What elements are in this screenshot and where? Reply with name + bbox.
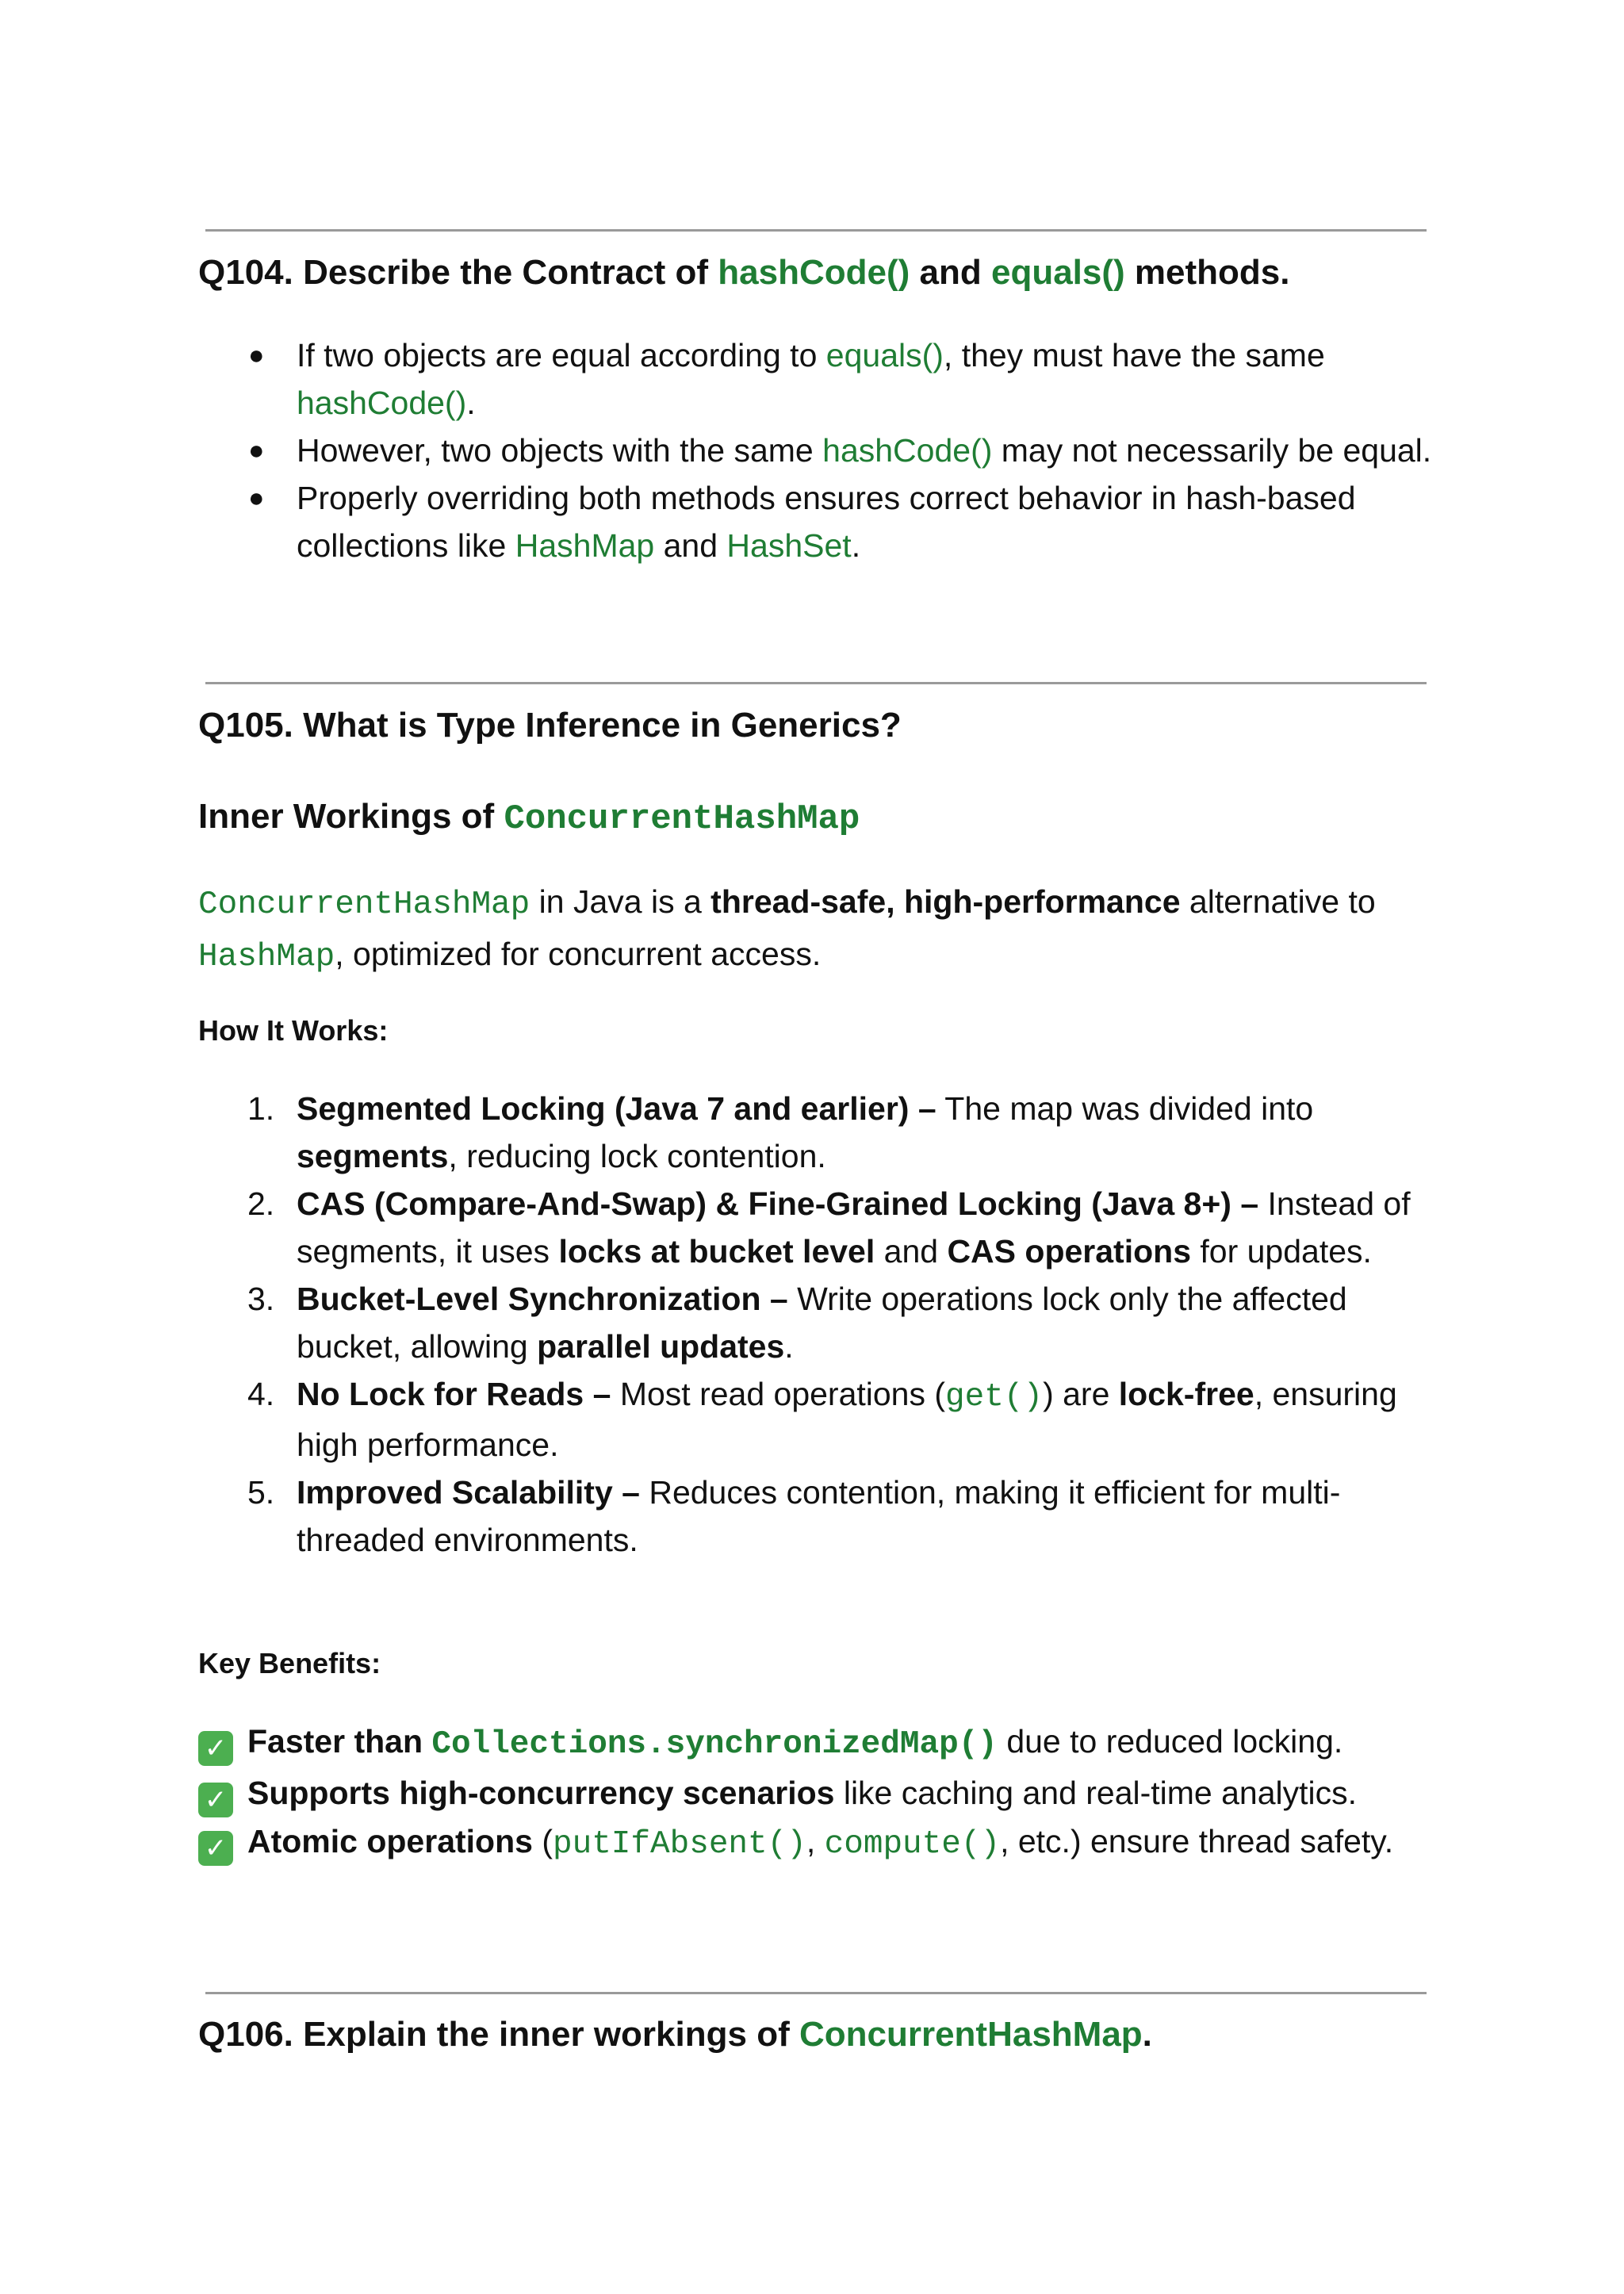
divider [205, 1992, 1427, 1994]
check-mark-icon: ✓ [198, 1831, 233, 1866]
q104-bullet-list [198, 331, 1435, 569]
divider [205, 229, 1427, 232]
code-hashcode: hashCode() [718, 253, 910, 292]
bullet-icon: ● [248, 483, 265, 513]
list-item: 4. No Lock for Reads – Most read operations (get()) are lock-free, ensuring high performance. [247, 1376, 1397, 1463]
check-mark-icon: ✓ [198, 1731, 233, 1766]
benefit-item: ✓ Supports high-concurrency scenarios like caching and real-time analytics. [198, 1769, 1451, 1817]
benefit-item: ✓ Faster than Collections.synchronizedMap() due to reduced locking. [198, 1718, 1451, 1769]
key-benefits-label: Key Benefits: [198, 1647, 381, 1679]
list-item: 2. CAS (Compare-And-Swap) & Fine-Grained Locking (Java 8+) – Instead of segments, it uses locks at bucket level and CAS operations for updates. [247, 1185, 1411, 1270]
list-item: 3. Bucket-Level Synchronization – Write operations lock only the affected bucket, allowing parallel updates. [247, 1281, 1347, 1365]
list-item: 5. Improved Scalability – Reduces contention, making it efficient for multi-threaded environments. [247, 1474, 1341, 1558]
list-item: ● However, two objects with the same hashCode() may not necessarily be equal. [198, 427, 1435, 474]
list-item: ● Properly overriding both methods ensures correct behavior in hash-based collections like HashMap and HashSet. [198, 474, 1435, 569]
list-item: 1. Segmented Locking (Java 7 and earlier) – The map was divided into segments, reducing lock contention. [247, 1090, 1314, 1174]
q105-heading: Q105. What is Type Inference in Generics? [198, 706, 902, 745]
list-item: ● If two objects are equal according to equals(), they must have the same hashCode(). [198, 331, 1435, 427]
how-it-works-list [198, 1085, 1451, 1564]
intro-paragraph: ConcurrentHashMap in Java is a thread-safe, high-performance alternative to HashMap, optimized for concurrent access. [198, 883, 1376, 975]
key-benefits-block [198, 1718, 1451, 1869]
how-it-works-label: How It Works: [198, 1014, 389, 1047]
benefit-item: ✓ Atomic operations (putIfAbsent(), compute(), etc.) ensure thread safety. [198, 1817, 1451, 1869]
q104-heading: Q104. Describe the Contract of hashCode() and equals() methods. [198, 253, 1290, 292]
inner-workings-heading: Inner Workings of ConcurrentHashMap [198, 797, 860, 839]
divider [205, 682, 1427, 684]
bullet-icon: ● [248, 340, 265, 370]
check-mark-icon: ✓ [198, 1783, 233, 1817]
code-equals: equals() [990, 253, 1125, 292]
q106-heading: Q106. Explain the inner workings of ConcurrentHashMap. [198, 2015, 1152, 2054]
bullet-icon: ● [248, 435, 265, 465]
